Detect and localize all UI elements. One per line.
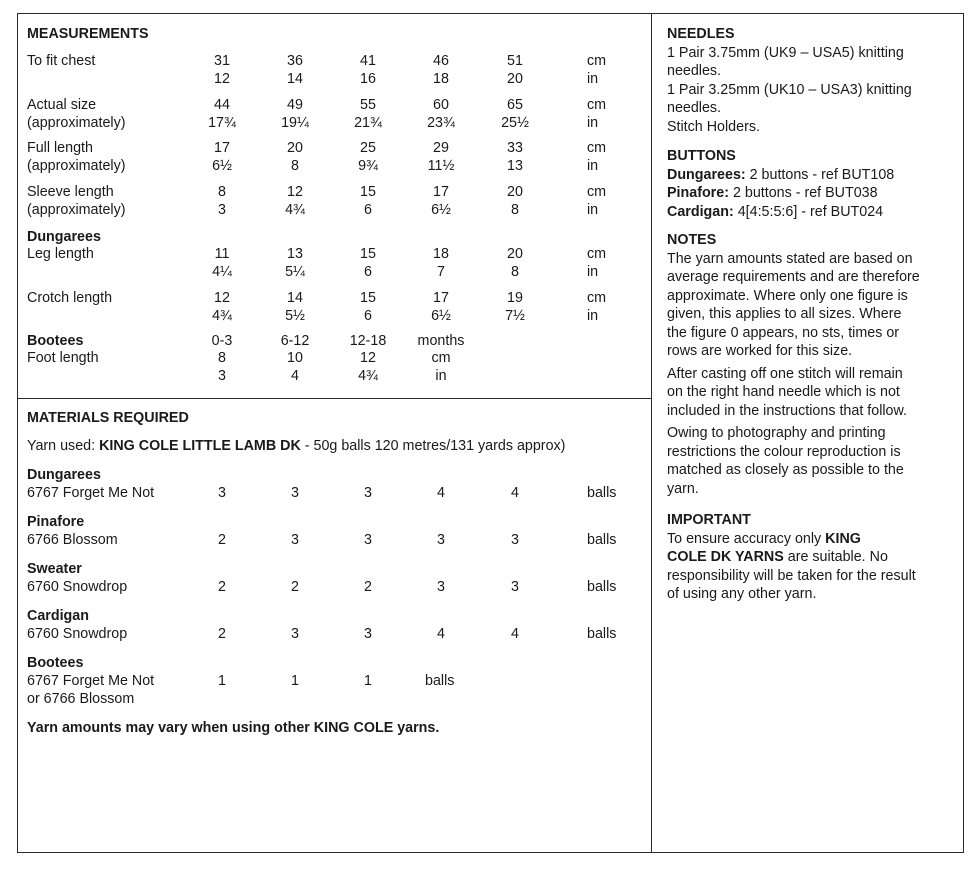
material-qty: 3 [437,532,445,548]
cell-cm: 60 [433,97,449,113]
unit-label: in [587,307,599,324]
buttons-item [667,203,957,222]
cell-in: 8 [511,263,519,280]
material-title: Sweater [27,561,82,577]
cell-in: 7½ [505,307,525,324]
material-qty: 1 [291,673,299,689]
cell-cm: 13 [287,246,303,262]
yarn-name: KING COLE LITTLE LAMB DK [99,438,301,454]
cell-in: 4¾ [285,201,305,218]
cell-in: 8 [511,201,519,218]
material-qty: 3 [291,485,299,501]
dungarees-heading: Dungarees [27,229,101,245]
unit-label: in [587,157,599,174]
buttons-item [667,166,957,185]
section-divider [17,398,651,399]
cell-in: 6 [364,201,372,218]
unit-label: cm [587,53,607,69]
row-label: Sleeve length [27,184,114,200]
material-qty: 3 [364,485,372,501]
unit-label: cm [587,184,607,200]
needles-section [667,25,957,136]
yarn-prefix: Yarn used: [27,438,100,454]
cell-in: 19¼ [281,114,309,131]
cell-in: 6 [364,263,372,280]
material-qty: 2 [364,579,372,595]
material-qty: 1 [364,673,372,689]
cell-cm: 20 [507,246,523,262]
bootees-heading: Bootees [27,333,84,349]
material-qty: 3 [364,532,372,548]
material-qty: 4 [437,485,445,501]
cell-cm: 49 [287,97,303,113]
notes-heading: NOTES [667,232,717,248]
notes-line: the figure 0 appears, no sts, times or [667,324,900,341]
material-shade-alt: or 6766 Blossom [27,691,135,707]
material-qty: 3 [437,579,445,595]
notes-line: yarn. [667,480,699,497]
unit-label: balls [587,485,617,501]
bootees-foot-label: Foot length [27,350,99,366]
cell-in: 21¾ [354,114,382,131]
cell-in: 3 [218,201,226,218]
bootees-foot-cm: 8 [218,350,226,366]
notes-line: approximate. Where only one figure is [667,287,908,304]
material-shade: 6767 Forget Me Not [27,673,155,689]
unit-label: in [587,70,599,87]
unit-label: in [587,114,599,131]
cell-in: 11½ [427,157,455,174]
notes-line: matched as closely as possible to the [667,462,904,478]
cell-cm: 33 [507,140,523,156]
cell-cm: 44 [214,97,230,113]
unit-label: cm [587,140,607,156]
cell-cm: 17 [214,140,230,156]
cell-cm: 20 [507,184,523,200]
cell-cm: 17 [433,184,449,200]
unit-label: balls [587,532,617,548]
cell-in: 18 [433,70,449,87]
material-shade: 6766 Blossom [27,532,118,548]
notes-line: given, this applies to all sizes. Where [667,306,902,322]
unit-label: balls [587,579,617,595]
unit-label: cm [587,97,607,113]
cell-cm: 46 [433,53,449,69]
yarn-used-line [27,438,565,456]
bootees-foot-in: in [435,367,447,384]
cell-cm: 51 [507,53,523,69]
material-qty: 3 [291,626,299,642]
buttons-item-label: Cardigan: [667,203,734,220]
buttons-item-text: 2 buttons - ref BUT038 [728,185,878,201]
notes-line: Owing to photography and printing [667,425,886,441]
cell-in: 6½ [431,307,451,324]
material-title: Pinafore [27,514,85,530]
important-text: are suitable. No [783,549,888,565]
buttons-item-label: Dungarees: [667,166,746,183]
row-label: Crotch length [27,290,113,306]
cell-cm: 41 [360,53,376,69]
material-qty: 3 [511,532,519,548]
yarn-suffix: - 50g balls 120 metres/131 yards approx) [300,438,566,454]
cell-cm: 18 [433,246,449,262]
cell-in: 12 [214,70,230,87]
cell-cm: 55 [360,97,376,113]
materials-note: Yarn amounts may vary when using other KING COLE yarns. [27,720,440,736]
important-text: To ensure accuracy only [667,530,826,547]
important-bold: KING [825,530,861,547]
notes-line: average requirements and are therefore [667,269,920,285]
material-title: Cardigan [27,608,89,624]
material-shade: 6767 Forget Me Not [27,485,155,501]
bootees-foot-cm: cm [431,350,451,366]
column-divider [651,13,652,853]
unit-label: balls [425,673,455,689]
cell-in: 5½ [285,307,305,324]
cell-in: 4¾ [212,307,232,324]
material-shade: 6760 Snowdrop [27,579,128,595]
material-qty: 3 [218,485,226,501]
bootees-foot-in: 4 [291,367,299,384]
material-qty: 2 [218,579,226,595]
row-label: Actual size [27,97,97,113]
cell-in: 16 [360,70,376,87]
important-bold: COLE DK YARNS [667,549,784,565]
material-qty: 4 [511,626,519,642]
materials-heading: MATERIALS REQUIRED [27,410,189,426]
cell-cm: 12 [287,184,303,200]
cell-in: 25½ [501,114,529,131]
row-sublabel: (approximately) [27,114,126,131]
cell-cm: 19 [507,290,523,306]
needles-line: Stitch Holders. [667,118,760,135]
buttons-item-text: 2 buttons - ref BUT108 [745,166,895,183]
cell-in: 23¾ [427,114,455,131]
material-title: Dungarees [27,467,101,483]
needles-line: 1 Pair 3.75mm (UK9 – USA5) knitting [667,44,904,61]
bootees-foot-cm: 10 [287,350,303,366]
unit-label: cm [587,290,607,306]
bootees-size: 6-12 [280,333,310,349]
material-qty: 4 [511,485,519,501]
buttons-section [667,147,957,221]
cell-cm: 15 [360,246,376,262]
buttons-item [667,184,957,203]
needles-line: needles. [667,63,722,79]
material-qty: 1 [218,673,226,689]
notes-line: After casting off one stitch will remain [667,365,903,382]
bootees-size: 12-18 [349,333,387,349]
bootees-size: 0-3 [211,333,233,349]
cell-in: 20 [507,70,523,87]
needles-line: needles. [667,100,722,116]
cell-cm: 65 [507,97,523,113]
cell-cm: 17 [433,290,449,306]
material-shade: 6760 Snowdrop [27,626,128,642]
material-qty: 2 [291,579,299,595]
cell-cm: 12 [214,290,230,306]
cell-in: 8 [291,157,299,174]
notes-line: included in the instructions that follow. [667,402,908,419]
row-label: Full length [27,140,93,156]
measurements-heading: MEASUREMENTS [27,26,149,42]
cell-in: 4¼ [212,263,232,280]
cell-cm: 20 [287,140,303,156]
cell-in: 6½ [431,201,451,218]
cell-cm: 8 [218,184,226,200]
row-sublabel: (approximately) [27,157,126,174]
cell-in: 14 [287,70,303,87]
cell-cm: 29 [433,140,449,156]
bootees-size: months [417,333,465,349]
material-qty: 2 [218,626,226,642]
important-heading: IMPORTANT [667,512,751,528]
buttons-item-text: 4[4:5:5:6] - ref BUT024 [733,203,884,220]
row-label: Leg length [27,246,94,262]
bootees-foot-cm: 12 [360,350,376,366]
needles-line: 1 Pair 3.25mm (UK10 – USA3) knitting [667,81,912,98]
unit-label: balls [587,626,617,642]
important-text: responsibility will be taken for the result [667,567,916,584]
notes-section [667,231,957,498]
buttons-item-label: Pinafore: [667,185,729,201]
notes-line: restrictions the colour reproduction is [667,443,901,460]
material-qty: 3 [511,579,519,595]
cell-cm: 14 [287,290,303,306]
cell-cm: 25 [360,140,376,156]
notes-line: The yarn amounts stated are based on [667,250,913,267]
important-text: of using any other yarn. [667,586,817,602]
cell-in: 17¾ [208,114,236,131]
buttons-heading: BUTTONS [667,148,736,164]
material-qty: 3 [291,532,299,548]
cell-in: 9¾ [358,157,378,174]
material-qty: 3 [364,626,372,642]
unit-label: cm [587,246,607,262]
unit-label: in [587,263,599,280]
material-qty: 2 [218,532,226,548]
cell-cm: 15 [360,290,376,306]
needles-heading: NEEDLES [667,26,735,42]
cell-cm: 36 [287,53,303,69]
cell-in: 6½ [212,157,232,174]
material-title: Bootees [27,655,84,671]
cell-cm: 31 [214,53,230,69]
bootees-foot-in: 3 [218,367,226,384]
cell-in: 13 [507,157,523,174]
row-sublabel: (approximately) [27,201,126,218]
important-section [667,511,957,604]
unit-label: in [587,201,599,218]
notes-line: rows are worked for this size. [667,343,853,359]
cell-cm: 15 [360,184,376,200]
cell-in: 6 [364,307,372,324]
bootees-foot-in: 4¾ [358,367,378,384]
cell-cm: 11 [214,246,230,262]
material-qty: 4 [437,626,445,642]
cell-in: 7 [437,263,445,280]
cell-in: 5¼ [285,263,305,280]
row-label: To fit chest [27,53,96,69]
notes-line: on the right hand needle which is not [667,384,900,400]
